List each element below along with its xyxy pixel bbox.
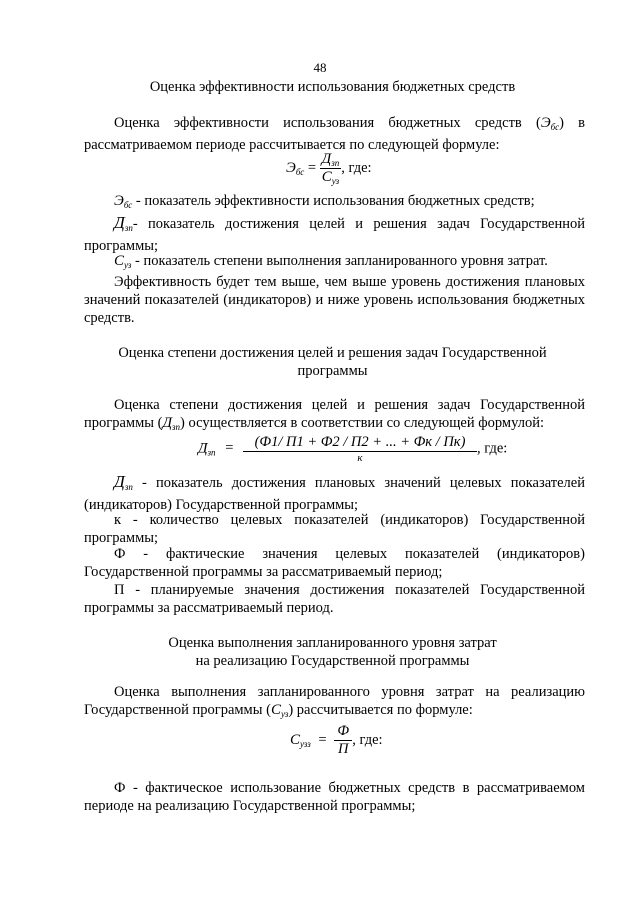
definition-F-budget: Ф - фактическое использование бюджетных средств в рассматриваемом периоде на реализацию Государственной программы; (84, 780, 585, 814)
definition-text: - показатель достижения целей и решения задач Государственной программы; (84, 216, 585, 254)
definition-C (114, 252, 585, 274)
fraction (320, 151, 342, 186)
paragraph-text: ) в рассматриваемом периоде рассчитывается по следующей формуле: (84, 115, 585, 153)
symbol-E: Э (286, 159, 296, 176)
equals-sign: = (225, 440, 234, 457)
heading-line: Оценка выполнения запланированного уровня затрат (168, 635, 497, 651)
equals-sign: = (318, 731, 327, 748)
denominator (320, 168, 342, 186)
definition-E (114, 192, 585, 214)
symbol-D: Д (162, 415, 172, 431)
paragraph-cost-intro (84, 683, 585, 723)
fraction (243, 434, 477, 464)
subscript-zp: зп (172, 422, 181, 432)
fraction (334, 723, 352, 758)
subscript-bs: бс (550, 122, 560, 132)
subscript-uz: уз (280, 709, 289, 719)
definition-text: - показатель достижения плановых значений целевых показателей (индикаторов) Государственной программы; (84, 475, 585, 513)
symbol-C: С (321, 169, 332, 185)
numerator: (Ф1/ П1 + Ф2 / П2 + ... + Фк / Пк) (254, 434, 466, 450)
heading-line: Оценка степени достижения целей и решения задач Государственной (118, 345, 547, 361)
symbol-D: Д (321, 151, 332, 167)
paragraph-text: Оценка степени достижения целей и решения задач Государственной программы ( (84, 397, 585, 431)
definition-D-goal (84, 473, 585, 514)
paragraph-efficiency-conclusion: Эффективность будет тем выше, чем выше уровень достижения плановых значений показателей (индикаторов) и ниже уровень использования бюджетных средств. (84, 274, 585, 326)
heading-cost-level (80, 634, 585, 670)
symbol-D: Д (114, 213, 125, 232)
subscript-uzz: узз (300, 738, 311, 749)
symbol-E: Э (540, 115, 551, 131)
gde-label: , где: (352, 731, 383, 748)
denominator: к (243, 451, 477, 464)
heading-goal-achievement (80, 344, 585, 380)
subscript-bs: бс (123, 200, 133, 210)
subscript-uz: уз (124, 260, 132, 270)
definition-F: Ф - фактические значения целевых показателей (индикаторов) Государственной программы за рассматриваемый период; (84, 546, 585, 580)
heading-line: программы (297, 363, 368, 379)
formula-efficiency (286, 151, 372, 186)
numerator: Ф (337, 723, 350, 739)
definition-D (84, 214, 585, 255)
formula-goal-achievement (198, 434, 507, 464)
subscript-zp: зп (124, 223, 133, 233)
paragraph-efficiency-intro (84, 114, 585, 154)
symbol-D: Д (114, 472, 125, 491)
symbol-D: Д (198, 440, 208, 457)
subscript-zp: зп (207, 447, 216, 458)
symbol-E: Э (114, 193, 124, 209)
paragraph-text: ) осуществляется в соответствии со следующей формулой: (180, 415, 544, 431)
symbol-C: С (270, 702, 281, 718)
denominator: П (334, 740, 352, 758)
symbol-C: С (290, 731, 301, 748)
equals-sign: = (307, 159, 317, 176)
paragraph-goal-intro (84, 396, 585, 436)
subscript-zp: зп (331, 158, 340, 168)
gde-label: , где: (477, 440, 508, 457)
page-number: 48 (313, 60, 327, 75)
subscript-uz: уз (331, 176, 340, 186)
paragraph-text: Оценка эффективности использования бюджетных средств ( (114, 115, 541, 131)
subscript-zp: зп (124, 482, 133, 492)
heading-budget-efficiency: Оценка эффективности использования бюджетных средств (149, 79, 516, 95)
subscript-bs: бс (295, 166, 305, 177)
definition-text: - показатель эффективности использования бюджетных средств; (132, 193, 535, 209)
definition-k: к - количество целевых показателей (индикаторов) Государственной программы; (84, 512, 585, 546)
symbol-C: С (114, 253, 125, 269)
definition-text: - показатель степени выполнения запланированного уровня затрат. (131, 253, 548, 269)
definition-P: П - планируемые значения достижения показателей Государственной программы за рассматриваемый период. (84, 582, 585, 616)
numerator (320, 151, 342, 168)
gde-label: , где: (341, 159, 372, 176)
paragraph-text: Оценка выполнения запланированного уровня затрат на реализацию Государственной программы ( (84, 684, 585, 718)
heading-line: на реализацию Государственной программы (195, 653, 470, 669)
formula-cost-level (290, 723, 383, 758)
paragraph-text: ) рассчитывается по формуле: (288, 702, 473, 718)
